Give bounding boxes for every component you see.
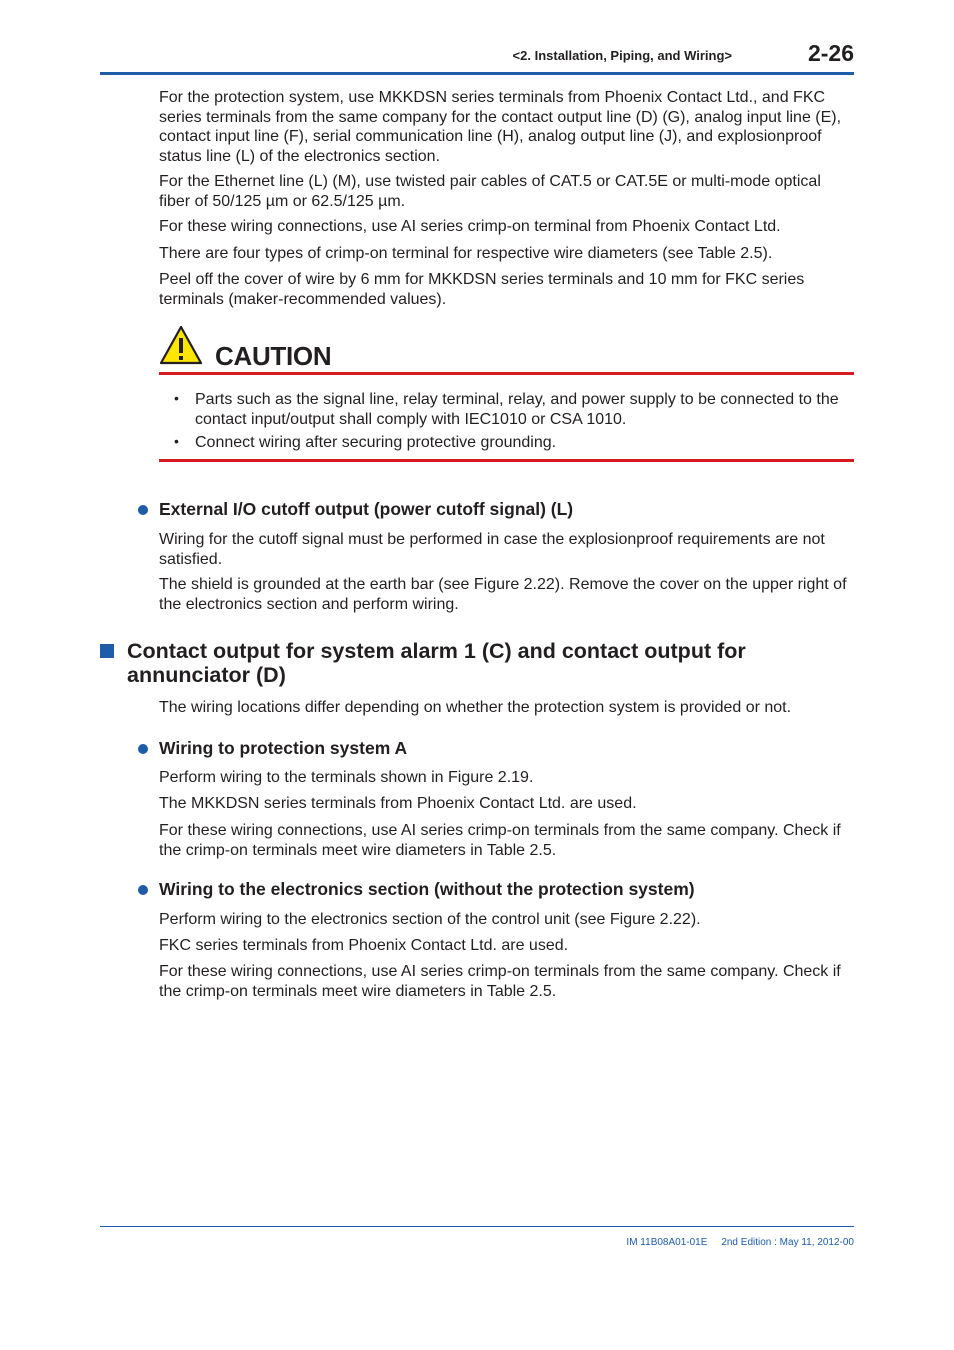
page-number: 2-26: [807, 40, 854, 66]
footer-text: [560, 1237, 854, 1248]
sub-b-paragraph: Perform wiring to the electronics section of the control unit (see Figure 2.22).: [159, 911, 701, 928]
header-rule: [100, 72, 854, 75]
external-io-paragraph: Wiring for the cutoff signal must be performed in case the explosionproof requirements are not satisfied.: [159, 531, 825, 568]
caution-title: CAUTION: [215, 341, 332, 371]
sub-b-paragraph: For these wiring connections, use AI series crimp-on terminals from the same company. Check if the crimp-on terminals meet wire diameters in Table 2.5.: [159, 963, 841, 1000]
subheading-protection-system-a: Wiring to protection system A: [138, 738, 407, 759]
bullet-dot-icon: [138, 744, 148, 754]
section-square-icon: [100, 644, 114, 658]
bullet-dot-icon: [138, 505, 148, 515]
sub-a-paragraph: The MKKDSN series terminals from Phoenix Contact Ltd. are used.: [159, 795, 637, 812]
warning-triangle-icon: [159, 325, 203, 365]
intro-paragraph: For these wiring connections, use AI series crimp-on terminal from Phoenix Contact Ltd.: [159, 218, 781, 235]
caution-bullet: •: [174, 390, 179, 406]
intro-paragraph: Peel off the cover of wire by 6 mm for MKKDSN series terminals and 10 mm for FKC series terminals (maker-recommended values).: [159, 271, 805, 308]
intro-paragraph: There are four types of crimp-on terminal for respective wire diameters (see Table 2.5).: [159, 245, 773, 262]
external-io-paragraph: The shield is grounded at the earth bar (see Figure 2.22). Remove the cover on the upper right of the electronics section and perform wiring.: [159, 576, 847, 613]
sub-b-paragraph: FKC series terminals from Phoenix Contact Ltd. are used.: [159, 937, 569, 954]
footer-edition: 2nd Edition : May 11, 2012-00: [721, 1237, 854, 1248]
caution-item: Connect wiring after securing protective grounding.: [195, 434, 557, 451]
caution-bullet: •: [174, 433, 179, 449]
intro-paragraph: For the Ethernet line (L) (M), use twisted pair cables of CAT.5 or CAT.5E or multi-mode optical fiber of 50/125 µm or 62.5/125 µm.: [159, 173, 821, 210]
subheading-electronics-section: Wiring to the electronics section (without the protection system): [138, 879, 695, 900]
sub-a-paragraph: Perform wiring to the terminals shown in Figure 2.19.: [159, 769, 534, 786]
subheading-external-io: External I/O cutoff output (power cutoff signal) (L): [138, 499, 573, 520]
caution-top-rule: [159, 372, 854, 375]
caution-bottom-rule: [159, 459, 854, 462]
sub-a-paragraph: For these wiring connections, use AI series crimp-on terminals from the same company. Check if the crimp-on terminals meet wire diameters in Table 2.5.: [159, 822, 841, 859]
running-header: <2. Installation, Piping, and Wiring>: [512, 48, 732, 63]
bullet-dot-icon: [138, 885, 148, 895]
footer-rule: [100, 1226, 854, 1227]
footer-doc-id: IM 11B08A01-01E: [626, 1237, 708, 1248]
intro-paragraph: For the protection system, use MKKDSN series terminals from Phoenix Contact Ltd., and FKC series terminals from the same company for the contact output line (D) (G), analog input line (E), contact input line (F), serial communication line (H), analog output line (J), and explosionproof status line (L) of the electronics section.: [159, 89, 842, 165]
caution-item: Parts such as the signal line, relay terminal, relay, and power supply to be connected to the contact input/output shall comply with IEC1010 or CSA 1010.: [195, 391, 839, 428]
section-intro: The wiring locations differ depending on whether the protection system is provided or not.: [159, 699, 792, 716]
